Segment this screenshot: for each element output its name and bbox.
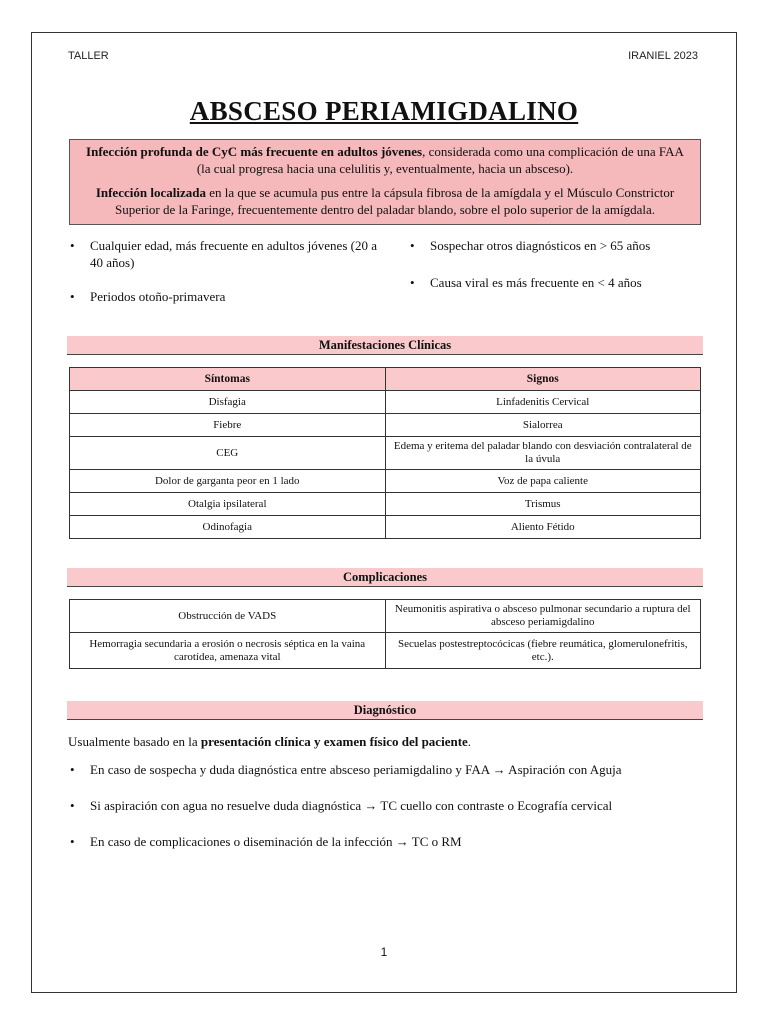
page-title: ABSCESO PERIAMIGDALINO xyxy=(189,96,579,126)
table-cell: Voz de papa caliente xyxy=(385,470,701,493)
list-item: • Si aspiración con agua no resuelve duda diagnóstica → TC cuello con contraste o Ecografía cervical xyxy=(68,797,708,814)
intro-paragraph-2 xyxy=(78,184,692,218)
table-cell: Edema y eritema del paladar blando con desviación contralateral de la úvula xyxy=(385,437,701,470)
page-number: 1 xyxy=(380,945,388,959)
intro-p1-text: , considerada como una complicación de una FAA (la cual progresa hacia una celulitis y, eventualmente, hacia un absceso). xyxy=(196,144,684,176)
diag-intro-bold: presentación clínica y examen físico del paciente xyxy=(200,734,468,749)
table-cell: Aliento Fétido xyxy=(385,516,701,539)
table-cell: Disfagia xyxy=(70,391,386,414)
manifestaciones-table xyxy=(69,367,701,539)
table-cell: Secuelas postestreptocócicas (fiebre reumática, glomerulonefritis, etc.). xyxy=(385,633,701,669)
table-cell: Neumonitis aspirativa o absceso pulmonar secundario a ruptura del absceso periamigdalino xyxy=(385,600,701,633)
table-row xyxy=(70,516,701,539)
table-cell: Odinofagia xyxy=(70,516,386,539)
table-cell: Obstrucción de VADS xyxy=(70,600,386,633)
bullets-right xyxy=(408,237,708,291)
list-item: • Cualquier edad, más frecuente en adultos jóvenes (20 a 40 años) xyxy=(68,237,378,271)
document-page xyxy=(31,32,737,993)
intro-paragraph-1 xyxy=(78,143,692,177)
complicaciones-table xyxy=(69,599,701,669)
diag-intro-post: . xyxy=(467,734,472,749)
table-cell: Otalgia ipsilateral xyxy=(70,493,386,516)
col-header-sintomas: Síntomas xyxy=(70,368,386,391)
list-item: • Periodos otoño-primavera xyxy=(68,288,378,305)
table-cell: Hemorragia secundaria a erosión o necrosis séptica en la vaina carotídea, amenaza vital xyxy=(70,633,386,669)
list-item: • En caso de complicaciones o diseminación de la infección → TC o RM xyxy=(68,833,708,850)
table-cell: Linfadenitis Cervical xyxy=(385,391,701,414)
table-row xyxy=(70,493,701,516)
table-row xyxy=(70,470,701,493)
table-header-row xyxy=(70,368,701,391)
table-cell: CEG xyxy=(70,437,386,470)
section-diagnostico: Diagnóstico xyxy=(67,701,703,720)
table-row xyxy=(70,414,701,437)
intro-p2-bold: Infección localizada xyxy=(95,185,206,200)
diag-intro-pre: Usualmente basado en la xyxy=(68,734,201,749)
intro-box xyxy=(69,139,701,225)
list-item: • Causa viral es más frecuente en < 4 años xyxy=(408,274,708,291)
header-right: IRANIEL 2023 xyxy=(628,50,698,62)
header-left: TALLER xyxy=(68,50,109,62)
table-row xyxy=(70,391,701,414)
intro-p1-bold: Infección profunda de CyC más frecuente en adultos jóvenes xyxy=(86,144,423,159)
section-complicaciones: Complicaciones xyxy=(67,568,703,587)
col-header-signos: Signos xyxy=(385,368,701,391)
table-row xyxy=(70,437,701,470)
list-item: • Sospechar otros diagnósticos en > 65 años xyxy=(408,237,708,254)
table-cell: Dolor de garganta peor en 1 lado xyxy=(70,470,386,493)
table-cell: Sialorrea xyxy=(385,414,701,437)
list-item: • En caso de sospecha y duda diagnóstica entre absceso periamigdalino y FAA → Aspiración con Aguja xyxy=(68,761,708,778)
table-cell: Fiebre xyxy=(70,414,386,437)
diagnostico-intro xyxy=(68,733,471,750)
section-manifestaciones: Manifestaciones Clínicas xyxy=(67,336,703,355)
bullets-left xyxy=(68,237,378,305)
table-cell: Trismus xyxy=(385,493,701,516)
table-row xyxy=(70,600,701,633)
diagnostico-bullets xyxy=(68,761,708,850)
table-row xyxy=(70,633,701,669)
intro-p2-text: en la que se acumula pus entre la cápsula fibrosa de la amígdala y el Músculo Constrictor Superior de la Faringe, frecuentemente dentro del paladar blando, sobre el polo superior de la amígdala. xyxy=(114,185,675,217)
